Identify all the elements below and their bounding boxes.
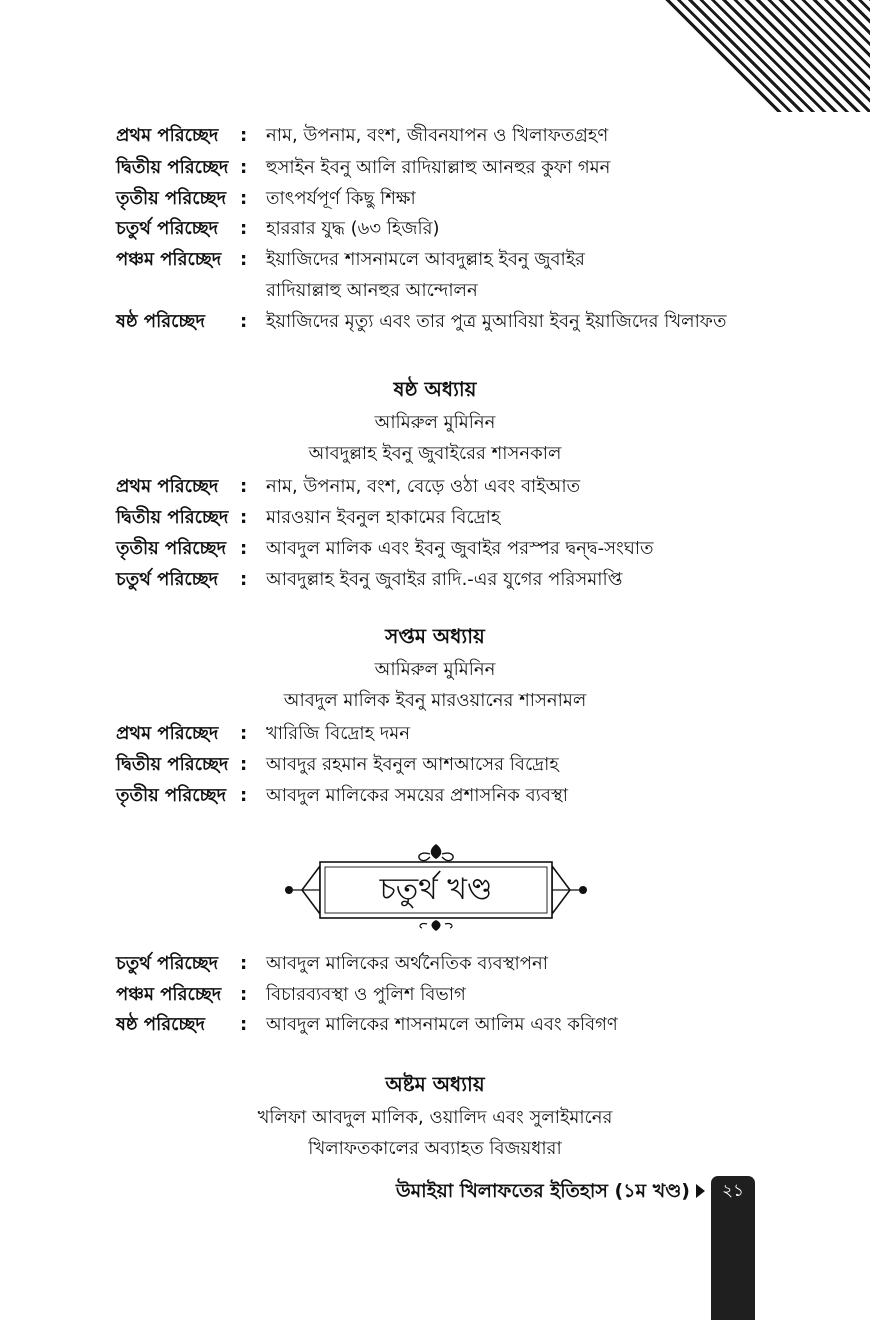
chapter-label: ষষ্ঠ পরিচ্ছেদ	[116, 311, 205, 332]
chapter-label: প্রথম পরিচ্ছেদ	[116, 476, 219, 497]
chapter-title: হাররার যুদ্ধ (৬৩ হিজরি)	[266, 218, 440, 239]
chapter-title: খারিজি বিদ্রোহ দমন	[266, 723, 411, 744]
colon: :	[240, 754, 248, 775]
chapter-title: নাম, উপনাম, বংশ, জীবনযাপন ও খিলাফতগ্রহণ	[266, 125, 609, 146]
chapter-title-line-2: রাদিয়াল্লাহু আনহুর আন্দোলন	[266, 280, 478, 301]
chapter-label: প্রথম পরিচ্ছেদ	[116, 723, 219, 744]
chapter-label: প্রথম পরিচ্ছেদ	[116, 125, 219, 146]
chapter-title: মারওয়ান ইবনুল হাকামের বিদ্রোহ	[266, 507, 501, 528]
chapter-label: পঞ্চম পরিচ্ছেদ	[116, 984, 222, 1005]
flourish-top-icon	[419, 844, 453, 861]
colon: :	[240, 157, 248, 178]
colon: :	[240, 476, 248, 497]
colon: :	[240, 125, 248, 146]
colon: :	[240, 218, 248, 239]
chapter-label: তৃতীয় পরিচ্ছেদ	[116, 785, 227, 806]
chapter-title: বিচারব্যবস্থা ও পুলিশ বিভাগ	[266, 984, 466, 1005]
decorative-stripes	[510, 0, 870, 112]
colon: :	[240, 249, 248, 270]
dot-ornament-right	[579, 886, 587, 894]
colon: :	[240, 538, 248, 559]
chapter-title: আবদুল মালিকের শাসনামলে আলিম এবং কবিগণ	[266, 1014, 618, 1035]
chapter-title: আবদুর রহমান ইবনুল আশআসের বিদ্রোহ	[266, 754, 559, 775]
running-footer-book-title: উমাইয়া খিলাফতের ইতিহাস (১ম খণ্ড)	[395, 1180, 690, 1202]
colon: :	[240, 953, 248, 974]
chapter-label: চতুর্থ পরিচ্ছেদ	[116, 953, 219, 974]
page-number: ২১	[721, 1181, 745, 1201]
chapter-title: আবদুল মালিকের সময়ের প্রশাসনিক ব্যবস্থা	[266, 785, 568, 806]
chapter-7-subtitle-2: আবদুল মালিক ইবনু মারওয়ানের শাসনামল	[283, 690, 587, 711]
chapter-title: আবদুল মালিকের অর্থনৈতিক ব্যবস্থাপনা	[266, 953, 548, 974]
chapter-label: দ্বিতীয় পরিচ্ছেদ	[116, 754, 229, 775]
footer-arrow-icon	[696, 1184, 705, 1198]
chapter-8-heading: অষ্টম অধ্যায়	[385, 1072, 485, 1096]
dot-ornament-left	[285, 886, 293, 894]
colon: :	[240, 1014, 248, 1035]
chapter-label: দ্বিতীয় পরিচ্ছেদ	[116, 157, 229, 178]
chapter-6-subtitle-1: আমিরুল মুমিনিন	[374, 412, 496, 433]
chapter-title: আবদুল্লাহ ইবনু জুবাইর রাদি.-এর যুগের পরিসমাপ্তি	[266, 569, 623, 590]
chapter-label: পঞ্চম পরিচ্ছেদ	[116, 249, 222, 270]
chapter-7-subtitle-1: আমিরুল মুমিনিন	[374, 659, 496, 680]
chapter-title: আবদুল মালিক এবং ইবনু জুবাইর পরস্পর দ্বন্দ্ব-সংঘাত	[266, 538, 654, 559]
chapter-6-subtitle-2: আবদুল্লাহ ইবনু জুবাইরের শাসনকাল	[308, 443, 562, 464]
chapter-title: তাৎপর্যপূর্ণ কিছু শিক্ষা	[266, 188, 416, 209]
page-number-tab	[711, 1176, 755, 1320]
chapter-8-subtitle-2: খিলাফতকালের অব্যাহত বিজয়ধারা	[308, 1138, 562, 1159]
chapter-label: দ্বিতীয় পরিচ্ছেদ	[116, 507, 229, 528]
colon: :	[240, 785, 248, 806]
chapter-label: তৃতীয় পরিচ্ছেদ	[116, 188, 227, 209]
colon: :	[240, 723, 248, 744]
chapter-title: নাম, উপনাম, বংশ, বেড়ে ওঠা এবং বাইআত	[266, 476, 581, 497]
chapter-label: ষষ্ঠ পরিচ্ছেদ	[116, 1014, 205, 1035]
colon: :	[240, 188, 248, 209]
chapter-label: চতুর্থ পরিচ্ছেদ	[116, 218, 219, 239]
chapter-6-heading: ষষ্ঠ অধ্যায়	[393, 377, 477, 401]
chapter-7-heading: সপ্তম অধ্যায়	[385, 624, 485, 648]
chapter-label: তৃতীয় পরিচ্ছেদ	[116, 538, 227, 559]
chapter-title: ইয়াজিদের শাসনামলে আবদুল্লাহ ইবনু জুবাইর	[266, 249, 585, 270]
chapter-title: ইয়াজিদের মৃত্যু এবং তার পুত্র মুআবিয়া ইবনু ইয়াজিদের খিলাফত	[266, 311, 727, 332]
colon: :	[240, 569, 248, 590]
flourish-bottom-icon	[420, 920, 452, 931]
colon: :	[240, 507, 248, 528]
chapter-label: চতুর্থ পরিচ্ছেদ	[116, 569, 219, 590]
colon: :	[240, 311, 248, 332]
chapter-title: হুসাইন ইবনু আলি রাদিয়াল্লাহু আনহুর কুফা গমন	[266, 157, 611, 178]
chapter-8-subtitle-1: খলিফা আবদুল মালিক, ওয়ালিদ এবং সুলাইমানের	[257, 1107, 613, 1128]
volume-banner-title: চতুর্থ খণ্ড	[379, 872, 493, 907]
colon: :	[240, 984, 248, 1005]
